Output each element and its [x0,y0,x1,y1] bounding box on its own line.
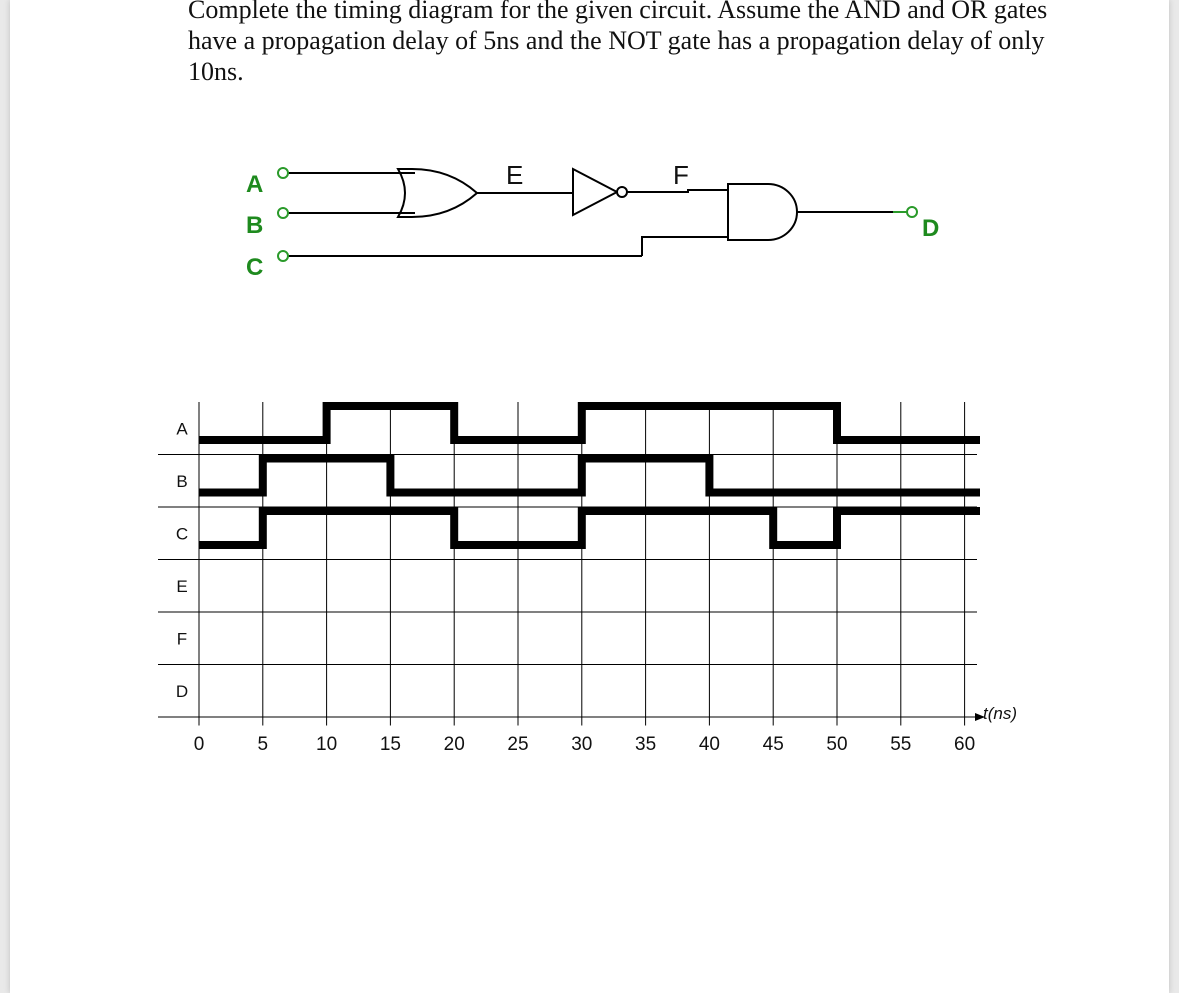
tick-label-40: 40 [698,734,720,755]
waveform-c [199,511,980,545]
tick-label-15: 15 [379,734,401,755]
waveform-a [199,406,980,440]
tick-label-0: 0 [193,734,205,755]
output-label-d: D [922,215,940,242]
tick-label-10: 10 [316,734,338,755]
node-e-label: E [506,160,524,190]
document-page [10,0,1169,993]
tick-label-45: 45 [762,734,784,755]
node-f-label: F [673,160,689,190]
tick-label-50: 50 [826,734,848,755]
tick-label-25: 25 [507,734,529,755]
question-text: Complete the timing diagram for the given circuit. Assume the AND and OR gates have a propagation delay of 5ns and the NOT gate has a propagation delay of only 10ns. [188,0,1048,86]
row-label-d: D [175,681,189,701]
waveform-b [199,459,980,493]
time-axis-label: t(ns) [983,704,1017,723]
row-label-c: C [175,524,189,544]
tick-label-55: 55 [890,734,912,755]
input-label-a: A [246,171,264,198]
row-label-f: F [176,629,188,649]
row-label-b: B [176,471,188,491]
tick-label-20: 20 [443,734,465,755]
row-label-a: A [176,419,188,439]
input-label-b: B [246,212,264,239]
input-label-c: C [246,254,264,281]
row-label-e: E [176,576,188,596]
tick-label-30: 30 [571,734,593,755]
tick-label-60: 60 [954,734,976,755]
tick-label-35: 35 [635,734,657,755]
timing-diagram [10,0,1169,993]
tick-label-5: 5 [257,734,269,755]
